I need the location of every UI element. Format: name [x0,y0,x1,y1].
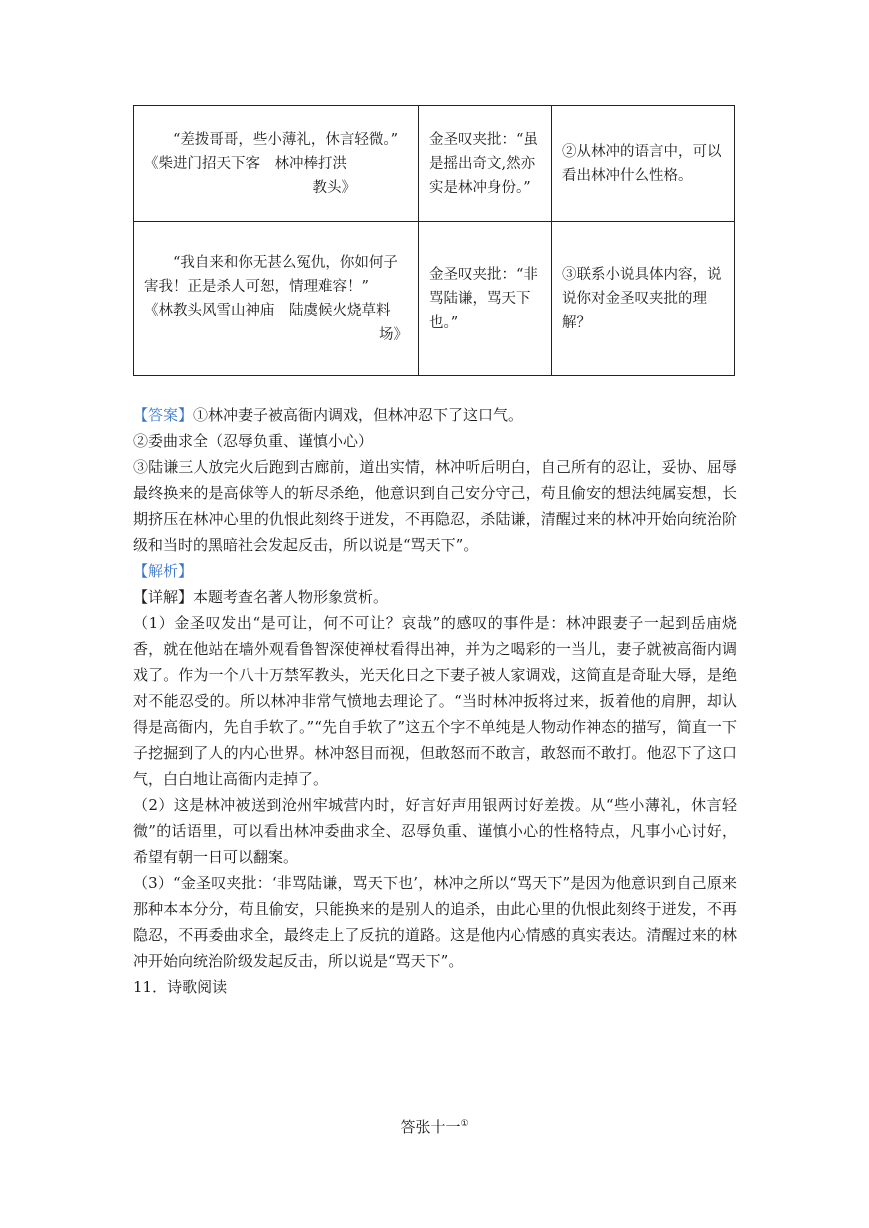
source-text: 《柴进门招天下客 林冲棒打洪 [144,155,347,172]
answer-text: ①林冲妻子被高衙内调戏，但林冲忍下了这口气。 [193,406,524,424]
question-text: ②从林冲的语言中，可以看出林冲什么性格。 [562,143,722,184]
table-row [134,106,735,222]
answer-line-1 [133,402,737,428]
answer-tag: 【答案】 [133,406,194,424]
reading-table [133,105,735,376]
question-text: ③联系小说具体内容，说说你对金圣叹夹批的理解？ [562,266,722,331]
footnote-marker: ① [460,1119,469,1129]
quote-cell [134,106,419,222]
analysis-tag: 【解析】 [133,562,194,580]
quote-text: “我自来和你无甚么冤仇，你如何子害我！正是杀人可恕，情理难容！” [144,254,398,295]
quote-text: “差拨哥哥，些小薄礼，休言轻微。” [173,131,399,148]
comment-cell [419,106,552,222]
analysis-paragraph-1: （1）金圣叹发出“是可让，何不可让？哀哉”的感叹的事件是：林冲跟妻子一起到岳庙烧香，就在他站在墙外观看鲁智深使禅杖看得出神，并为之喝彩的一当儿，妻子就被高衙内调戏了。作为一个八十万禁军教头，光天化日之下妻子被人家调戏，这简直是奇耻大辱，是绝对不能忍受的。所以林冲非常气愤地去理论了。“当时林冲扳将过来，扳着他的肩胛，却认得是高衙内，先自手软了。”“先自手软了”这五个字不单纯是人物动作神态的描写，简直一下子挖掘到了人的内心世界。林冲怒目而视，但敢怒而不敢言，敢怒而不敢打。他忍下了这口气，白白地让高衙内走掉了。 [133,614,737,788]
analysis-paragraph-3: （3）“金圣叹夹批：‘非骂陆谦，骂天下也’，林冲之所以“骂天下”是因为他意识到自己原来那种本本分分，苟且偷安，只能换来的是别人的追杀，由此心里的仇恨此刻终于迸发，不再隐忍，不再委曲求全，最终走上了反抗的道路。这是他内心情感的真实表达。清醒过来的林冲开始向统治阶级发起反击，所以说是“骂天下”。 [133,874,737,970]
comment-cell [419,222,552,376]
comment-text: 金圣叹夹批：“虽是摇出奇文,然亦实是林冲身份。” [429,131,538,196]
answer-line-3: ③陆谦三人放完火后跑到古廊前，道出实情，林冲听后明白，自己所有的忍让，妥协、屈辱最终换来的是高俅等人的斩尽杀绝，他意识到自己安分守己，苟且偷安的想法纯属妄想，长期挤压在林冲心里的仇恨此刻终于迸发，不再隐忍，杀陆谦，清醒过来的林冲开始向统治阶级和当时的黑暗社会发起反击，所以说是“骂天下”。 [133,458,737,554]
question-cell [552,222,735,376]
analysis-detail: 【详解】本题考查名著人物形象赏析。 [133,588,389,606]
section-heading: 11．诗歌阅读 [133,978,228,996]
source-text: 《林教头风雪山神庙 陆虞候火烧草料 [144,302,391,319]
answer-line-2: ②委曲求全（忍辱负重、谨慎小心） [133,432,374,450]
comment-text: 金圣叹夹批：“非骂陆谦，骂天下也。” [429,266,538,331]
poem-title-text: 答张十一 [400,1118,461,1136]
poem-title [0,1114,869,1140]
source-text-end: 教头》 [312,179,356,196]
answer-analysis-body [133,402,737,1000]
quote-cell [134,222,419,376]
table-row [134,222,735,376]
analysis-paragraph-2: （2）这是林冲被送到沧州牢城营内时，好言好声用银两讨好差拨。从“些小薄礼，休言轻微”的话语里，可以看出林冲委曲求全、忍辱负重、谨慎小心的性格特点，凡事小心讨好，希望有朝一日可以翻案。 [133,796,737,866]
question-cell [552,106,735,222]
source-text-end: 场》 [379,326,408,343]
